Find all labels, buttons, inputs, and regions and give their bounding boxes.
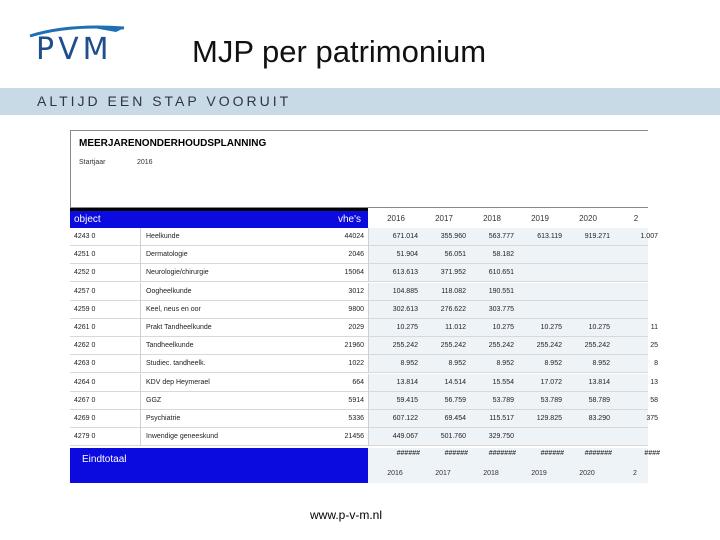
year-value: 58.182 <box>492 251 514 259</box>
year-value: 1.007 <box>640 233 658 240</box>
table-row <box>70 246 648 264</box>
vhe-value: 664 <box>352 378 364 386</box>
cell-divider <box>140 283 141 301</box>
object-name: GGZ <box>146 396 162 404</box>
vhe-value: 1022 <box>348 360 364 368</box>
object-code: 4257 0 <box>74 287 96 295</box>
object-name: Studiec. tandheelk. <box>146 360 206 368</box>
year-value: 83.290 <box>588 415 610 422</box>
table-row <box>70 355 658 373</box>
cell-divider <box>140 428 141 446</box>
year-value: 13 <box>650 378 658 386</box>
object-code: 4252 0 <box>74 269 96 277</box>
year-value: 563.777 <box>488 233 514 240</box>
year-value: 276.622 <box>440 305 466 313</box>
cell-divider <box>368 410 369 428</box>
year-value: 53.789 <box>492 396 514 404</box>
object-name: Tandheelkunde <box>146 342 194 350</box>
total-year-label: 2019 <box>531 470 547 478</box>
year-value <box>610 283 658 301</box>
vhe-value: 3012 <box>348 287 364 295</box>
year-value: 8 <box>654 360 658 368</box>
object-name: Neurologie/chirurgie <box>146 269 209 277</box>
year-value: 69.454 <box>444 415 466 422</box>
cell-divider <box>140 301 141 319</box>
year-value: 14.514 <box>444 378 466 386</box>
tagline-band <box>0 88 720 115</box>
cell-divider <box>368 355 369 373</box>
total-year-label: 2017 <box>435 470 451 478</box>
total-blue-band <box>70 448 368 483</box>
cell-divider <box>368 374 369 392</box>
total-year-label: 2020 <box>579 470 595 478</box>
year-value: 115.517 <box>489 415 514 422</box>
total-value: ###### <box>444 450 468 458</box>
year-value: 129.825 <box>536 415 562 422</box>
total-year-label: 2 <box>633 470 637 478</box>
year-value <box>514 246 562 264</box>
year-value <box>514 301 562 319</box>
column-header-year: 2016 <box>387 214 405 223</box>
year-value <box>514 428 562 446</box>
total-row <box>70 448 660 483</box>
cell-divider <box>368 428 369 446</box>
year-value <box>514 283 562 301</box>
object-name: Inwendige geneeskund <box>146 433 219 441</box>
year-value: 255.242 <box>536 342 562 350</box>
logo-text: PVM <box>36 32 113 67</box>
table-header-row <box>70 208 648 228</box>
start-year-label: Startjaar <box>79 159 106 166</box>
cell-divider <box>140 355 141 373</box>
year-value <box>610 301 658 319</box>
year-value: 11 <box>650 324 658 331</box>
vhe-value: 15064 <box>344 269 364 277</box>
object-code: 4259 0 <box>74 305 96 313</box>
year-value <box>562 246 610 264</box>
cell-divider <box>368 264 369 282</box>
start-year-value: 2016 <box>137 159 153 166</box>
object-code: 4267 0 <box>74 396 96 404</box>
table-row <box>70 392 658 410</box>
year-value: 51.904 <box>396 251 418 259</box>
column-header-year: 2018 <box>483 214 501 223</box>
total-year-label: 2016 <box>387 470 403 478</box>
column-header-year: 2019 <box>531 214 549 223</box>
year-value: 355.960 <box>440 233 466 240</box>
year-value: 56.759 <box>444 396 466 404</box>
object-name: Prakt Tandheelkunde <box>146 324 212 331</box>
total-label: Eindtotaal <box>82 454 127 466</box>
year-value: 255.242 <box>392 342 418 350</box>
sheet-title: MEERJARENONDERHOUDSPLANNING <box>79 138 267 149</box>
vhe-value: 44024 <box>344 233 364 240</box>
vhe-value: 5336 <box>348 415 364 422</box>
total-value: ####### <box>488 450 516 458</box>
object-code: 4279 0 <box>74 433 96 441</box>
year-value: 302.613 <box>392 305 418 313</box>
year-value: 10.275 <box>396 324 418 331</box>
year-value: 613.119 <box>537 233 562 240</box>
footer-url: www.p-v-m.nl <box>310 508 383 522</box>
object-name: Heelkunde <box>146 233 180 240</box>
cell-divider <box>140 319 141 337</box>
table-row <box>70 301 648 319</box>
year-value: 610.651 <box>488 269 514 277</box>
year-value: 671.014 <box>392 233 418 240</box>
cell-divider <box>368 228 369 246</box>
year-value: 10.275 <box>492 324 514 331</box>
year-value: 13.814 <box>588 378 610 386</box>
column-header-year: 2 <box>633 214 639 223</box>
year-value <box>562 428 610 446</box>
table-row <box>70 283 648 301</box>
year-value: 118.082 <box>441 287 466 295</box>
year-value: 8.952 <box>400 360 418 368</box>
object-name: Oogheelkunde <box>146 287 192 295</box>
year-value: 58.789 <box>588 396 610 404</box>
year-value: 59.415 <box>396 396 418 404</box>
total-year-label: 2018 <box>483 470 499 478</box>
year-value: 613.613 <box>392 269 418 277</box>
sheet-header <box>70 130 648 208</box>
year-value: 10.275 <box>540 324 562 331</box>
spreadsheet-image <box>70 130 660 493</box>
year-value <box>610 428 658 446</box>
year-value: 919.271 <box>584 233 610 240</box>
cell-divider <box>140 374 141 392</box>
cell-divider <box>140 337 141 355</box>
column-header-year: 2020 <box>579 214 597 223</box>
year-value <box>562 264 610 282</box>
year-value: 449.067 <box>392 433 418 441</box>
table-row <box>70 374 658 392</box>
total-value: #### <box>644 450 660 458</box>
table-row <box>70 337 658 355</box>
vhe-value: 2046 <box>348 251 364 259</box>
vhe-value: 5914 <box>348 396 364 404</box>
object-code: 4261 0 <box>74 324 96 331</box>
header-blue-band <box>70 208 368 228</box>
year-value: 56.051 <box>444 251 466 259</box>
cell-divider <box>140 264 141 282</box>
cell-divider <box>368 283 369 301</box>
object-code: 4251 0 <box>74 251 96 259</box>
column-header-year: 2017 <box>435 214 453 223</box>
object-code: 4263 0 <box>74 360 96 368</box>
year-value: 8.952 <box>544 360 562 368</box>
year-value: 8.952 <box>448 360 466 368</box>
year-value <box>514 264 562 282</box>
cell-divider <box>368 301 369 319</box>
table-row <box>70 410 658 428</box>
year-value: 501.760 <box>440 433 466 441</box>
year-value: 17.072 <box>540 378 562 386</box>
year-value: 255.242 <box>440 342 466 350</box>
pvm-logo <box>28 22 128 70</box>
object-name: KDV dep Heymerael <box>146 378 210 386</box>
table-row <box>70 228 658 246</box>
year-value <box>562 301 610 319</box>
cell-divider <box>140 246 141 264</box>
object-code: 4269 0 <box>74 415 96 422</box>
year-value: 371.952 <box>440 269 466 277</box>
year-value: 15.554 <box>492 378 514 386</box>
cell-divider <box>140 392 141 410</box>
object-code: 4264 0 <box>74 378 96 386</box>
object-name: Dermatologie <box>146 251 188 259</box>
year-value: 10.275 <box>588 324 610 331</box>
year-value: 8.952 <box>592 360 610 368</box>
year-value: 375 <box>646 415 658 422</box>
year-value: 190.551 <box>488 287 514 295</box>
year-value: 58 <box>650 396 658 404</box>
vhe-value: 21456 <box>344 433 364 441</box>
cell-divider <box>140 228 141 246</box>
table-row <box>70 319 658 337</box>
object-name: Psychiatrie <box>146 415 181 422</box>
year-value: 255.242 <box>488 342 514 350</box>
column-header-object: object <box>74 214 101 225</box>
page-title: MJP per patrimonium <box>192 34 487 69</box>
year-value <box>610 264 658 282</box>
cell-divider <box>368 392 369 410</box>
year-value: 303.775 <box>488 305 514 313</box>
cell-divider <box>368 246 369 264</box>
year-value: 13.814 <box>396 378 418 386</box>
cell-divider <box>368 337 369 355</box>
year-value: 25 <box>650 342 658 350</box>
column-header-vhe: vhe's <box>338 214 362 225</box>
object-name: Keel, neus en oor <box>146 305 201 313</box>
year-value: 53.789 <box>540 396 562 404</box>
table-row <box>70 428 648 446</box>
year-value: 329.750 <box>488 433 514 441</box>
year-value <box>610 246 658 264</box>
year-value: 8.952 <box>496 360 514 368</box>
object-code: 4243 0 <box>74 233 96 240</box>
cell-divider <box>368 319 369 337</box>
vhe-value: 2029 <box>348 324 364 331</box>
year-value: 607.122 <box>392 415 418 422</box>
vhe-value: 9800 <box>348 305 364 313</box>
year-value: 11.012 <box>445 324 466 331</box>
total-value: ###### <box>396 450 420 458</box>
object-code: 4262 0 <box>74 342 96 350</box>
vhe-value: 21960 <box>344 342 364 350</box>
year-value: 255.242 <box>584 342 610 350</box>
total-value: ###### <box>540 450 564 458</box>
tagline-text: ALTIJD EEN STAP VOORUIT <box>37 93 292 109</box>
year-value: 104.885 <box>392 287 418 295</box>
cell-divider <box>140 410 141 428</box>
table-row <box>70 264 648 282</box>
year-value <box>562 283 610 301</box>
total-value: ####### <box>584 450 612 458</box>
